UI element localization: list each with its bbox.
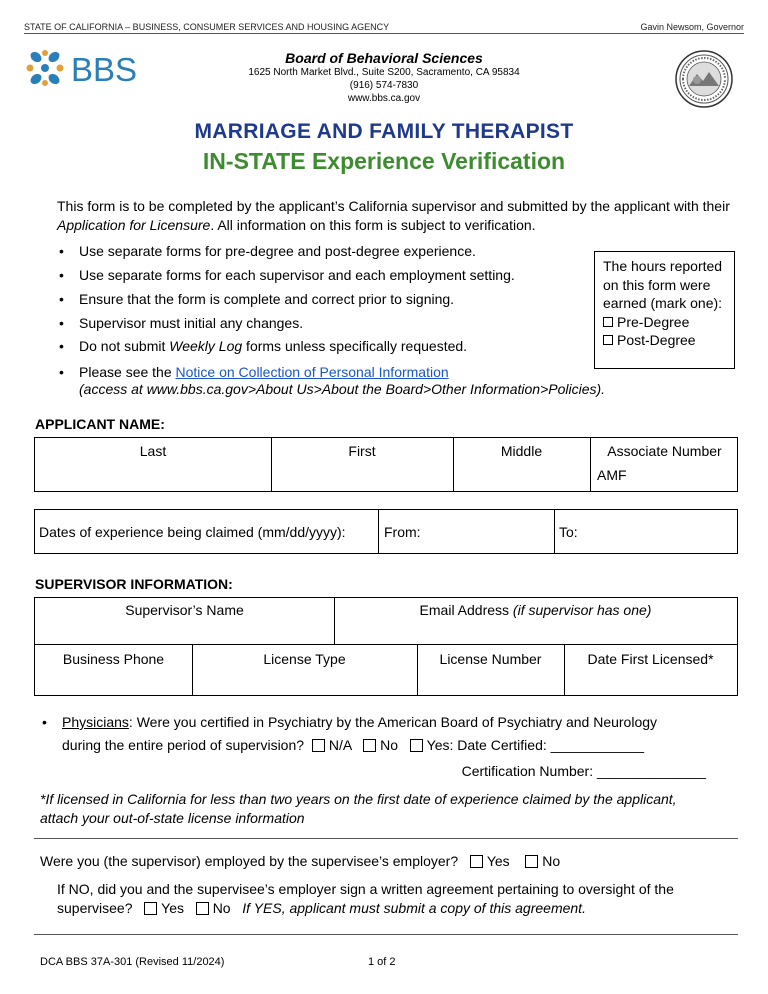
board-name: Board of Behavioral Sciences — [285, 50, 483, 66]
state-seal — [675, 50, 733, 108]
license-number-label: License Number — [439, 651, 542, 667]
applicant-heading: APPLICANT NAME: — [35, 416, 165, 432]
physicians-question: • Physicians: Were you certified in Psychiatry by the American Board of Psychiatry and Neurology during the entire period of supervision? N/A No Yes: Date Certified: ____________ — [42, 714, 658, 753]
physicians-yes-checkbox[interactable] — [410, 739, 423, 752]
middle-name-label: Middle — [500, 443, 543, 459]
from-field[interactable]: From: — [384, 524, 421, 540]
last-name-label: Last — [139, 443, 167, 459]
bullet-item: • Supervisor must initial any changes. — [59, 315, 304, 331]
email-label: Email Address (if supervisor has one) — [419, 602, 652, 618]
agency-header — [24, 20, 744, 34]
post-degree-option[interactable]: Post-Degree — [603, 331, 726, 350]
bullet-item: • Ensure that the form is complete and correct prior to signing. — [59, 291, 455, 307]
notice-access-path: (access at www.bbs.ca.gov>About Us>About the Board>Other Information>Policies). — [79, 381, 606, 397]
supervisor-heading: SUPERVISOR INFORMATION: — [35, 576, 233, 592]
post-degree-checkbox[interactable] — [603, 335, 613, 345]
agency-name: STATE OF CALIFORNIA – BUSINESS, CONSUMER SERVICES AND HOUSING AGENCY — [24, 22, 390, 32]
bullet-item-notice: • Please see the Notice on Collection of Personal Information (access at www.bbs.ca.gov>About Us>About the Board>Other Information>Policies). — [59, 364, 606, 397]
license-type-label: License Type — [263, 651, 346, 667]
hours-box-text: The hours reported on this form were earned (mark one): — [603, 258, 723, 311]
agreement-question: If NO, did you and the supervisee’s employer sign a written agreement pertaining to oversight of the supervisee? Yes No If YES, applicant must submit a copy of this agreement. — [57, 881, 674, 916]
notice-link[interactable]: Notice on Collection of Personal Information — [175, 364, 449, 380]
business-phone-label: Business Phone — [62, 651, 165, 667]
dates-label: Dates of experience being claimed (mm/dd/yyyy): — [39, 524, 346, 540]
form-number: DCA BBS 37A-301 (Revised 11/2024) — [40, 956, 225, 968]
employer-no-checkbox[interactable] — [525, 855, 538, 868]
logo-text: BBS — [71, 51, 138, 88]
bullet-item: • Use separate forms for each supervisor and each employment setting. — [59, 267, 515, 283]
intro-paragraph: This form is to be completed by the applicant’s California supervisor and submitted by the applicant with their Application for Licensure. All information on this form is subject to verification. — [57, 198, 730, 233]
form-subtitle: IN-STATE Experience Verification — [202, 148, 566, 174]
governor-name: Gavin Newsom, Governor — [640, 22, 744, 32]
associate-number-label: Associate Number — [607, 443, 722, 459]
bullet-item: • Use separate forms for pre-degree and post-degree experience. — [59, 243, 476, 259]
footer-divider — [34, 934, 738, 935]
supervisor-table — [34, 597, 738, 696]
dates-table — [34, 509, 738, 554]
employer-yes-checkbox[interactable] — [470, 855, 483, 868]
certification-number[interactable]: Certification Number: ______________ — [461, 763, 706, 779]
date-first-licensed-label: Date First Licensed* — [587, 651, 714, 667]
physicians-no-checkbox[interactable] — [363, 739, 376, 752]
section-divider — [34, 838, 738, 839]
board-address: 1625 North Market Blvd., Suite S200, Sacramento, CA 95834 — [248, 67, 520, 78]
associate-number-prefix[interactable]: AMF — [597, 467, 627, 483]
supervisor-name-label: Supervisor’s Name — [125, 602, 244, 618]
pre-degree-checkbox[interactable] — [603, 317, 613, 327]
board-phone: (916) 574-7830 — [349, 80, 419, 91]
license-footnote: *If licensed in California for less than two years on the first date of experience claimed by the applicant, attach your out-of-state license information — [40, 791, 677, 826]
board-website: www.bbs.ca.gov — [347, 93, 421, 104]
hours-type-box — [594, 251, 735, 369]
bullet-item: • Do not submit Weekly Log forms unless specifically requested. — [59, 338, 468, 354]
to-field[interactable]: To: — [559, 524, 578, 540]
form-title: MARRIAGE AND FAMILY THERAPIST — [194, 120, 574, 143]
page-number: 1 of 2 — [368, 956, 396, 968]
physicians-na-checkbox[interactable] — [312, 739, 325, 752]
applicant-name-table — [34, 437, 738, 492]
employer-question: Were you (the supervisor) employed by the supervisee’s employer? Yes No — [40, 853, 561, 869]
agreement-yes-checkbox[interactable] — [144, 902, 157, 915]
pre-degree-option[interactable]: Pre-Degree — [603, 313, 726, 332]
agreement-no-checkbox[interactable] — [196, 902, 209, 915]
first-name-label: First — [348, 443, 376, 459]
